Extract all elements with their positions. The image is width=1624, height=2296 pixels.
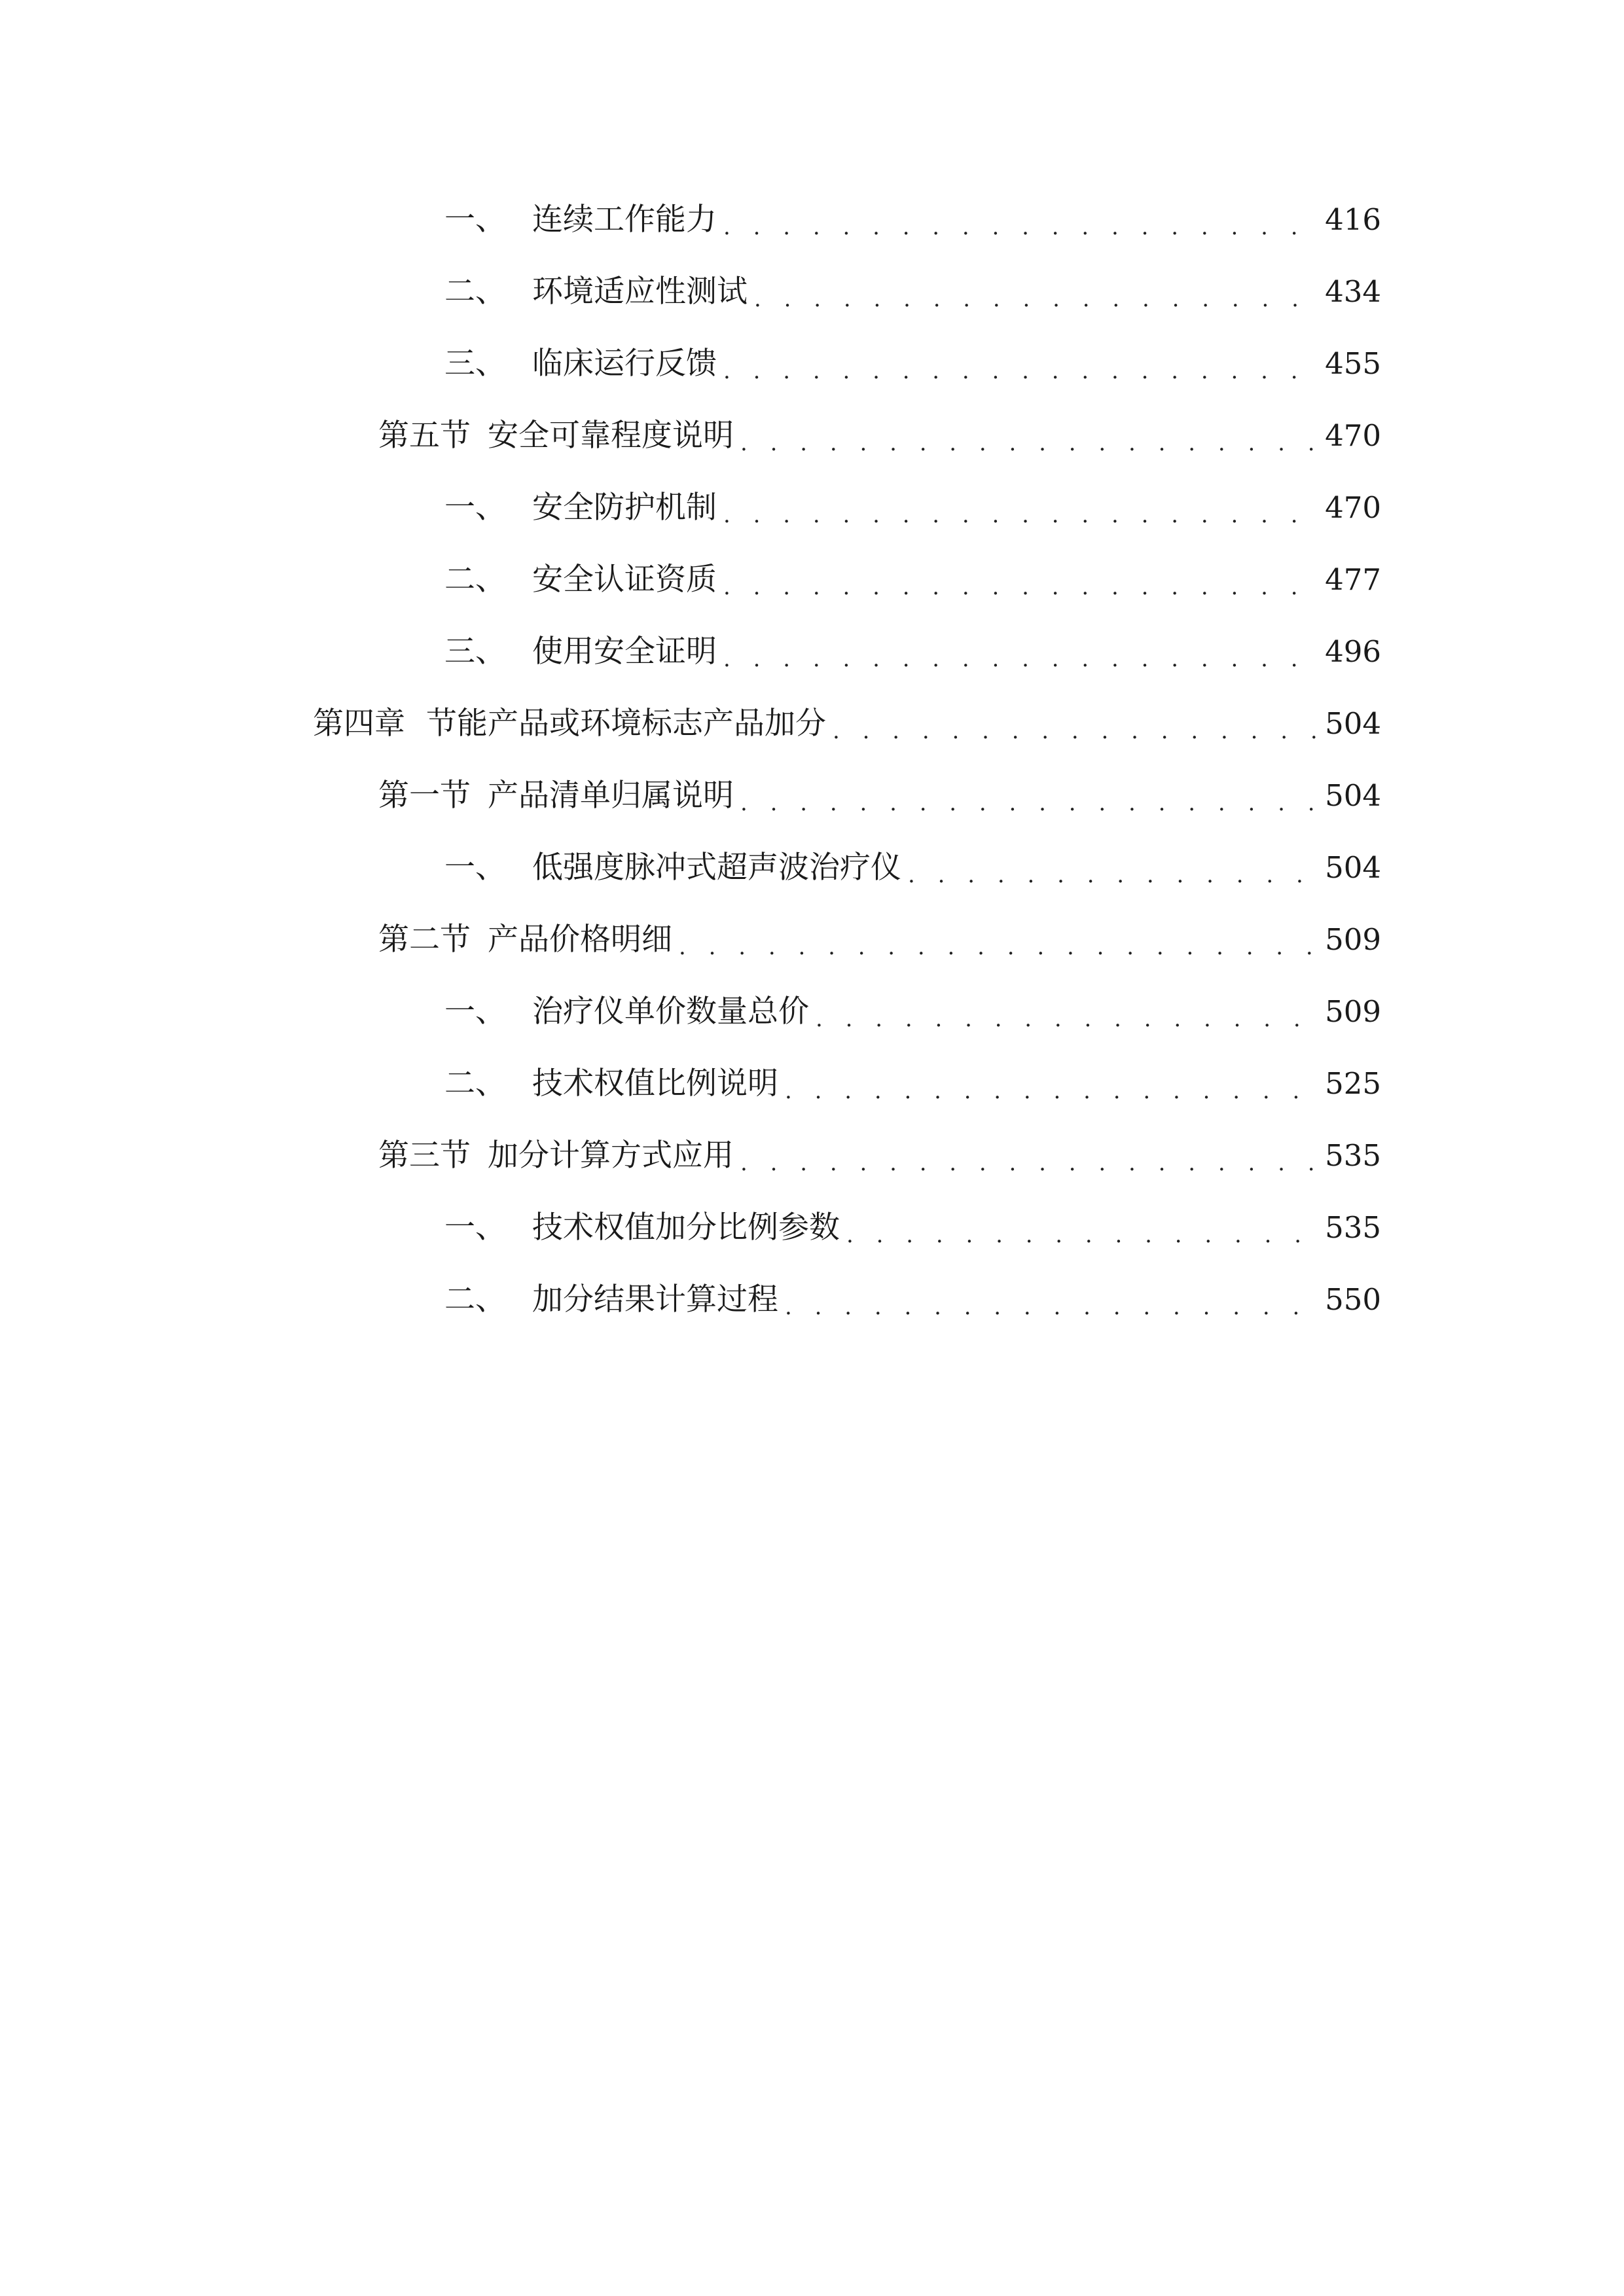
- toc-entry-title: 安全防护机制: [532, 489, 717, 526]
- toc-entry-title: 安全认证资质: [532, 561, 717, 598]
- toc-entry[interactable]: [444, 625, 1381, 677]
- toc-entry-page-number: 504: [1325, 850, 1381, 885]
- toc-entry-number: 一、: [444, 201, 506, 238]
- toc-entry[interactable]: [444, 553, 1381, 605]
- toc-entry-number: 一、: [444, 993, 506, 1030]
- dot-leader: [740, 1152, 1316, 1174]
- dot-leader: [723, 216, 1316, 238]
- toc-entry-number: 第一节: [378, 777, 471, 814]
- toc-entry-page-number: 416: [1325, 202, 1381, 237]
- toc-entry-page-number: 470: [1325, 490, 1381, 525]
- toc-entry-title: 临床运行反馈: [532, 345, 717, 382]
- toc-entry-title: 产品价格明细: [488, 921, 672, 958]
- dot-leader: [740, 792, 1316, 814]
- toc-entry-number: 二、: [444, 1065, 506, 1102]
- toc-entry-page-number: 509: [1325, 994, 1381, 1029]
- toc-entry-number: 一、: [444, 849, 506, 886]
- toc-entry-section[interactable]: [378, 913, 1381, 965]
- toc-entry-number: 二、: [444, 561, 506, 598]
- toc-entry-number: 二、: [444, 1281, 506, 1318]
- toc-entry-title: 加分计算方式应用: [488, 1137, 734, 1174]
- toc-entry-number: 三、: [444, 633, 506, 670]
- toc-entry-title: 产品清单归属说明: [488, 777, 734, 814]
- toc-entry-title: 技术权值加分比例参数: [532, 1209, 840, 1246]
- toc-entry-page-number: 535: [1325, 1210, 1381, 1245]
- toc-entry-page-number: 504: [1325, 706, 1381, 741]
- toc-entry-page-number: 455: [1325, 346, 1381, 381]
- dot-leader: [740, 432, 1316, 454]
- toc-entry-title: 节能产品或环境标志产品加分: [426, 705, 826, 742]
- toc-entry-page-number: 509: [1325, 922, 1381, 957]
- toc-entry-number: 第二节: [378, 921, 471, 958]
- toc-entry-page-number: 525: [1325, 1066, 1381, 1101]
- toc-entry-title: 连续工作能力: [532, 201, 717, 238]
- toc-entry-page-number: 550: [1325, 1282, 1381, 1317]
- toc-entry[interactable]: [444, 481, 1381, 533]
- toc-entry-title: 安全可靠程度说明: [488, 417, 734, 454]
- toc-entry[interactable]: [444, 841, 1381, 893]
- toc-entry[interactable]: [444, 1057, 1381, 1109]
- toc-entry[interactable]: [444, 1273, 1381, 1325]
- dot-leader: [754, 288, 1316, 310]
- toc-entry-page-number: 477: [1325, 562, 1381, 597]
- dot-leader: [723, 360, 1316, 382]
- toc-entry-page-number: 434: [1325, 274, 1381, 309]
- toc-entry-page-number: 496: [1325, 634, 1381, 669]
- toc-entry-section[interactable]: [378, 769, 1381, 821]
- dot-leader: [816, 1008, 1316, 1030]
- dot-leader: [723, 504, 1316, 526]
- toc-entry-title: 技术权值比例说明: [532, 1065, 778, 1102]
- toc-entry-number: 第三节: [378, 1137, 471, 1174]
- toc-entry-title: 环境适应性测试: [532, 273, 748, 310]
- dot-leader: [723, 648, 1316, 670]
- toc-entry-page-number: 470: [1325, 418, 1381, 453]
- toc-entry-chapter[interactable]: [313, 697, 1381, 749]
- toc-entry-title: 低强度脉冲式超声波治疗仪: [532, 849, 901, 886]
- toc-entry-page-number: 535: [1325, 1138, 1381, 1173]
- dot-leader: [785, 1296, 1316, 1318]
- toc-entry-number: 一、: [444, 1209, 506, 1246]
- dot-leader: [723, 576, 1316, 598]
- toc-entry[interactable]: [444, 337, 1381, 389]
- toc-entry[interactable]: [444, 265, 1381, 317]
- toc-entry-number: 第五节: [378, 417, 471, 454]
- toc-entry-page-number: 504: [1325, 778, 1381, 813]
- toc-entry-section[interactable]: [378, 409, 1381, 461]
- toc-entry[interactable]: [444, 1201, 1381, 1253]
- toc-entry-title: 使用安全证明: [532, 633, 717, 670]
- dot-leader: [679, 936, 1316, 958]
- toc-entry[interactable]: [444, 985, 1381, 1037]
- toc-entry-title: 加分结果计算过程: [532, 1281, 778, 1318]
- toc-entry-number: 第四章: [313, 705, 405, 742]
- dot-leader: [908, 864, 1316, 886]
- dot-leader: [846, 1224, 1316, 1246]
- dot-leader: [785, 1080, 1316, 1102]
- toc-entry-number: 二、: [444, 273, 506, 310]
- toc-entry-number: 三、: [444, 345, 506, 382]
- toc-entry-section[interactable]: [378, 1129, 1381, 1181]
- dot-leader: [833, 720, 1316, 742]
- toc-entry[interactable]: [444, 193, 1381, 245]
- toc-entry-number: 一、: [444, 489, 506, 526]
- toc-entry-title: 治疗仪单价数量总价: [532, 993, 809, 1030]
